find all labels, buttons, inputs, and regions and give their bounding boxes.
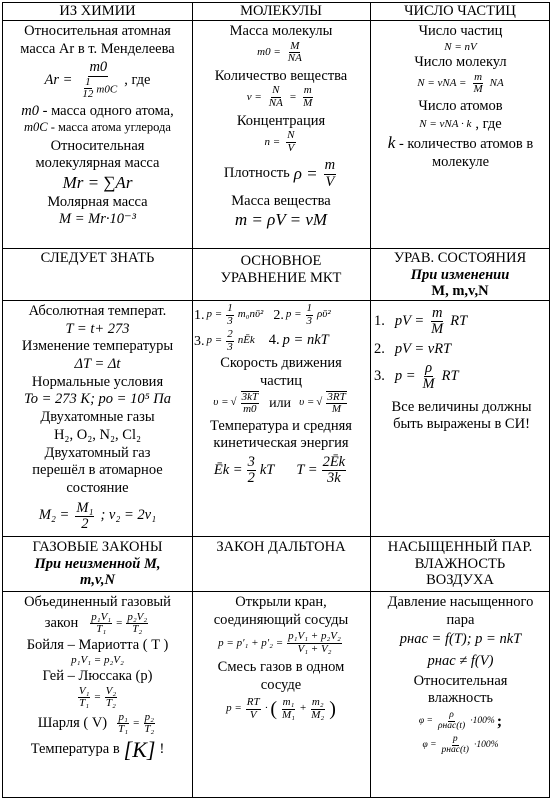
formula-m0 [194, 41, 368, 65]
equation-1 [194, 303, 263, 327]
formula-part: ·100% [470, 715, 495, 726]
fraction [326, 391, 346, 416]
denominator: NA [287, 52, 302, 65]
denominator: M [422, 376, 435, 393]
header-line: При изменении [410, 266, 510, 283]
number: 3. [194, 333, 205, 349]
formula-part: Ar = [44, 71, 73, 88]
symbol: m0C [24, 120, 48, 135]
text-line: Двухатомный газ [44, 444, 151, 461]
formula-ar [5, 60, 190, 100]
formula-part: N = νNA · k [419, 117, 472, 130]
unit-kelvin: [K] [123, 736, 156, 762]
text-line: Абсолютная температ. [28, 303, 167, 319]
formula-part: Ēk = [213, 461, 243, 478]
formula-humidity-1 [372, 711, 549, 732]
formula-part: p = [226, 702, 242, 715]
text-line: Молярная масса [47, 193, 148, 210]
formula-part: p = p′₁ + p′₂ = [218, 636, 284, 649]
cell-molecules [194, 23, 368, 247]
paren-icon: ) [329, 697, 336, 720]
text: Плотность [223, 165, 290, 182]
fraction [310, 697, 325, 721]
numerator: V₁ [78, 684, 90, 697]
denominator: 3 [227, 314, 233, 327]
formula-part: m₀nῡ² [237, 308, 264, 321]
header-state [370, 250, 550, 300]
formula-part: T = [296, 461, 318, 478]
numerator: M₁ [76, 499, 94, 516]
formula-part: ν = [246, 90, 262, 103]
text-line: Двухатомные газы [40, 409, 155, 426]
text-line: состояние [66, 479, 129, 496]
formula-part: ρῡ² [317, 308, 331, 321]
formula-normal-conditions: To = 273 K; po = 10⁵ Па [24, 391, 171, 408]
formula-combined [5, 612, 190, 636]
number: 3. [374, 368, 385, 384]
formula-part: = [133, 717, 140, 729]
formula-part [115, 712, 157, 736]
formula-part: υ = [213, 396, 229, 409]
formula-part: n = [264, 135, 281, 148]
denominator [78, 77, 118, 101]
formula-molar-mass: M = Mr·10⁻³ [59, 211, 136, 228]
cell-saturated-vapor [372, 594, 549, 797]
fraction [117, 712, 129, 736]
numerator: 1 [227, 303, 233, 314]
formula-part: kT [259, 461, 275, 478]
denominator: NA [268, 97, 283, 110]
paren-icon: ( [270, 697, 277, 720]
denominator: V [325, 173, 335, 190]
number: 1. [374, 312, 385, 329]
formula-part: ρ = [293, 163, 318, 183]
numerator: N [287, 129, 295, 142]
header-saturated [370, 539, 550, 591]
denominator: M [431, 321, 444, 338]
formula-part: pV = νRT [394, 341, 452, 358]
denominator: V₁ + V₂ [297, 642, 332, 655]
equation-3 [194, 329, 255, 353]
text-line: Изменение температуры [21, 338, 174, 355]
denominator: M₂ [311, 708, 325, 721]
text-line: Относительная [413, 672, 508, 689]
formula-part: N = νNA = [417, 77, 467, 90]
formula-humidity-2 [372, 735, 549, 756]
formula-part: φ = [418, 715, 433, 726]
denominator: 3 [227, 340, 233, 353]
formula-part: p = nkT [282, 332, 329, 349]
divider [3, 300, 549, 301]
formula-n: N = nV [444, 40, 477, 53]
text-line: Относительная [50, 137, 145, 154]
formula-concentration [194, 130, 368, 154]
numerator: M [290, 39, 300, 52]
fraction [105, 686, 118, 710]
numerator: p₂V₂ [127, 610, 148, 623]
text-line: масса Ar в т. Менделеева [20, 40, 175, 57]
formula-part: p = [206, 334, 223, 347]
text-line: Относительная атомная [24, 23, 171, 39]
text: закон [44, 614, 79, 631]
formula-part: m0 = [257, 46, 281, 59]
sqrt-icon: √ [316, 396, 323, 409]
numerator: p₁V₁ [91, 610, 112, 623]
text-line: Число частиц [418, 23, 503, 39]
formula-sat-pressure: pнас = f(T); p = nkT [399, 631, 522, 648]
formula-charles [5, 712, 190, 736]
fraction [90, 612, 112, 636]
text: Шарля ( V) [37, 714, 108, 731]
definition-line [5, 103, 190, 121]
denominator: M [331, 403, 342, 416]
text-line: перешёл в атомарное [32, 462, 163, 479]
divider [192, 3, 193, 797]
fraction [78, 60, 118, 100]
formula-part: = [116, 617, 123, 630]
numerator: m₂ [311, 695, 324, 708]
numerator: ρ [449, 710, 454, 721]
formula-speed [194, 391, 368, 416]
text-line: Число атомов [418, 97, 503, 114]
text-line: Концентрация [236, 112, 326, 129]
numerator: 3kT [241, 390, 259, 403]
formula-gay-lussac [5, 686, 190, 710]
text-line: пара [446, 611, 475, 628]
text: или [269, 395, 292, 411]
equation-1 [374, 306, 549, 337]
cell-gas-laws [5, 594, 190, 797]
formula-part: υ = [299, 396, 315, 409]
header-mkt [192, 253, 370, 300]
denominator: ρнас(t) [437, 721, 466, 732]
header-line: При неизменной M, [34, 555, 161, 572]
text: , где [475, 115, 502, 132]
text: ! [159, 740, 165, 757]
formula-abs-temp: T = t+ 273 [65, 320, 130, 337]
text: - количество атомов в [395, 136, 534, 153]
equation-2 [273, 303, 330, 327]
cell-mkt [194, 303, 368, 535]
numerator: N [272, 84, 280, 97]
fraction [472, 72, 483, 96]
formula-speed-2 [299, 391, 349, 416]
text-line: сосуде [260, 677, 302, 694]
header-dalton: ЗАКОН ДАЛЬТОНА [216, 539, 346, 555]
definition-line [5, 120, 190, 135]
fraction [75, 501, 94, 532]
fraction [126, 612, 148, 636]
numerator: m [303, 84, 312, 97]
text-line: соединяющий сосуды [213, 611, 349, 628]
formula-part: ·100% [473, 739, 499, 750]
text: - масса атома углерода [47, 120, 171, 135]
text-line: Бойля – Мариотта ( T ) [26, 636, 169, 653]
header-line: УРАВНЕНИЕ МКТ [220, 269, 342, 286]
text-line: Масса вещества [231, 192, 331, 209]
numerator: 2 [227, 328, 233, 341]
numerator: V₂ [105, 684, 117, 697]
numerator: 3RT [327, 390, 346, 403]
header-line: ОСНОВНОЕ [240, 253, 322, 269]
text-line: H₂, O₂, N₂, Cl₂ [53, 426, 142, 443]
formula-dalton-1 [194, 631, 368, 655]
fraction [78, 686, 91, 710]
numerator: m [431, 306, 443, 321]
fraction [241, 391, 260, 416]
text-line: Смесь газов в одном [217, 659, 345, 676]
fraction [324, 158, 336, 189]
fraction [268, 85, 284, 109]
fraction [286, 130, 295, 154]
formula-delta-t: ΔT = Δt [74, 356, 121, 373]
numerator: p₁V₁ + p₂V₂ [288, 630, 341, 643]
number: 4. [268, 332, 280, 349]
fraction [302, 85, 313, 109]
formula-part: m0C [96, 82, 118, 95]
text: ; [496, 712, 503, 730]
reference-table [2, 2, 550, 798]
text-line: Число молекул [414, 54, 507, 71]
text-line: быть выражены в СИ! [393, 416, 530, 433]
formula-part: M₂ = [38, 507, 70, 524]
formula-mass: m = ρV = νM [234, 210, 328, 230]
fraction [246, 697, 261, 721]
text-line: влажность [427, 690, 494, 707]
numerator: p [452, 734, 458, 745]
header-line: ВОЗДУХА [426, 572, 494, 589]
text-line: кинетическая энергия [213, 435, 349, 452]
formula-part: + [299, 702, 307, 715]
formula-part [88, 612, 150, 636]
formula-part: ; ν₂ = 2ν₁ [100, 507, 157, 524]
number: 1. [194, 307, 205, 323]
numerator: m [474, 70, 483, 83]
header-line: ГАЗОВЫЕ ЗАКОНЫ [32, 539, 163, 555]
denominator: M₁ [281, 708, 295, 721]
formula-part: nĒk [237, 334, 255, 347]
formula-sat-independent: pнас ≠ f(V) [427, 653, 494, 670]
text-line: молекуле [431, 153, 490, 170]
cell-state-equation [374, 306, 549, 535]
formula-part: pV = [394, 312, 425, 329]
formula-part: RT [450, 312, 468, 329]
equation-row [194, 303, 368, 327]
cell-chemistry [5, 23, 190, 247]
divider [3, 536, 549, 537]
text: , где [124, 71, 151, 88]
formula-part: · [264, 702, 269, 715]
numerator: 3 [247, 454, 255, 471]
formula-energy [194, 455, 368, 486]
denominator: T₁ [96, 623, 107, 636]
formula-part: p = [206, 308, 223, 321]
numerator: m₁ [282, 695, 295, 708]
fraction [247, 455, 256, 486]
denominator: 3 [306, 314, 312, 327]
symbol: m0 [21, 102, 40, 119]
cell-should-know [5, 303, 190, 535]
header-line: ВЛАЖНОСТЬ [414, 555, 506, 572]
denominator: T₂ [144, 723, 155, 736]
temperature-note [5, 736, 190, 762]
equation-2 [374, 341, 549, 359]
formula-part: p = [285, 308, 302, 321]
fraction [306, 303, 314, 327]
header-molecules: МОЛЕКУЛЫ [240, 3, 322, 19]
denominator: T₁ [118, 723, 129, 736]
sqrt-icon: √ [230, 396, 237, 409]
text-line: Открыли кран, [235, 594, 327, 610]
header-particle-count: ЧИСЛО ЧАСТИЦ [404, 3, 516, 19]
text-line: Масса молекулы [229, 23, 333, 39]
header-line: M, m,v,N [431, 283, 489, 300]
text-line: Нормальные условия [31, 373, 164, 390]
formula-part: RT [441, 368, 459, 384]
formula-part: = [289, 90, 297, 103]
header-gas-laws [3, 539, 192, 591]
divider [370, 3, 371, 797]
cell-particle-count [372, 23, 549, 247]
fraction [226, 329, 234, 353]
definition-line [372, 133, 549, 154]
fraction [81, 77, 94, 101]
symbol: k [387, 133, 396, 153]
fraction [322, 455, 347, 486]
header-chem: ИЗ ХИМИИ [59, 3, 136, 19]
header-line: НАСЫЩЕННЫЙ ПАР. [387, 539, 533, 555]
denominator: V [249, 708, 257, 721]
denominator: M [473, 83, 483, 96]
formula-energy-1 [214, 455, 274, 486]
text-line: Гей – Люссака (p) [42, 667, 153, 684]
text: Температура в [30, 740, 120, 757]
formula-part: p = [394, 368, 416, 384]
formula-atoms [372, 116, 549, 134]
divider [3, 20, 549, 21]
fraction [441, 735, 470, 756]
fraction [437, 711, 466, 732]
number: 2. [273, 307, 284, 323]
text: - масса одного атома, [39, 102, 174, 119]
number: 2. [374, 341, 385, 358]
text-line: частиц [259, 372, 303, 389]
text-line: Объединенный газовый [24, 594, 171, 610]
formula-energy-2 [296, 455, 348, 486]
denominator: M [303, 97, 313, 110]
denominator: 2 [247, 470, 255, 487]
text-line: Количество вещества [214, 67, 348, 84]
numerator: 1 [306, 303, 312, 314]
equation-3 [374, 361, 549, 392]
formula-part: NA [489, 77, 504, 90]
formula-diatomic [5, 501, 190, 532]
denominator: 2 [81, 515, 89, 532]
denominator: 3k [326, 470, 341, 487]
formula-dalton-2 [194, 697, 368, 721]
fraction [281, 697, 296, 721]
numerator: 2Ēk [322, 454, 346, 471]
numerator: p₁ [118, 710, 128, 723]
formula-molecules [372, 72, 549, 96]
denominator: T₁ [79, 697, 90, 710]
formula-density [194, 158, 368, 189]
fraction [422, 361, 436, 392]
denominator: 12 [82, 88, 94, 101]
denominator: T₂ [132, 623, 143, 636]
fraction [143, 712, 155, 736]
divider [3, 248, 549, 249]
header-line: УРАВ. СОСТОЯНИЯ [393, 250, 527, 266]
divider [3, 591, 549, 592]
denominator: T₂ [105, 697, 116, 710]
formula-boyle: p₁V₁ = p₂V₂ [71, 654, 124, 667]
formula-speed-1 [213, 391, 261, 416]
numerator: 1 [85, 75, 91, 88]
numerator: p₂ [144, 710, 154, 723]
text-line: Давление насыщенного [387, 594, 534, 610]
denominator: pнас(t) [441, 745, 469, 756]
text-line: Скорость движения [220, 355, 342, 372]
header-line: m,v,N [80, 572, 115, 589]
text-line: Температура и средняя [210, 417, 352, 434]
formula-nu [194, 85, 368, 109]
numerator: ρ [425, 360, 433, 377]
equation-row [194, 329, 368, 353]
numerator: m0 [89, 59, 108, 76]
formula-part: φ = [422, 739, 437, 750]
cell-dalton [194, 594, 368, 797]
denominator: m0 [243, 403, 257, 416]
text-line: молекулярная масса [35, 155, 160, 172]
numerator: m [324, 157, 336, 174]
formula-mr: Mr = ∑Ar [62, 173, 133, 192]
fraction [226, 303, 234, 327]
denominator: V [287, 141, 295, 154]
fraction [430, 306, 444, 337]
fraction [287, 631, 342, 655]
text-line: Все величины должны [391, 398, 532, 415]
numerator: RT [246, 695, 260, 708]
equation-4 [269, 332, 329, 350]
formula-part: = [94, 690, 101, 703]
fraction [287, 41, 303, 65]
header-know: СЛЕДУЕТ ЗНАТЬ [40, 250, 155, 266]
